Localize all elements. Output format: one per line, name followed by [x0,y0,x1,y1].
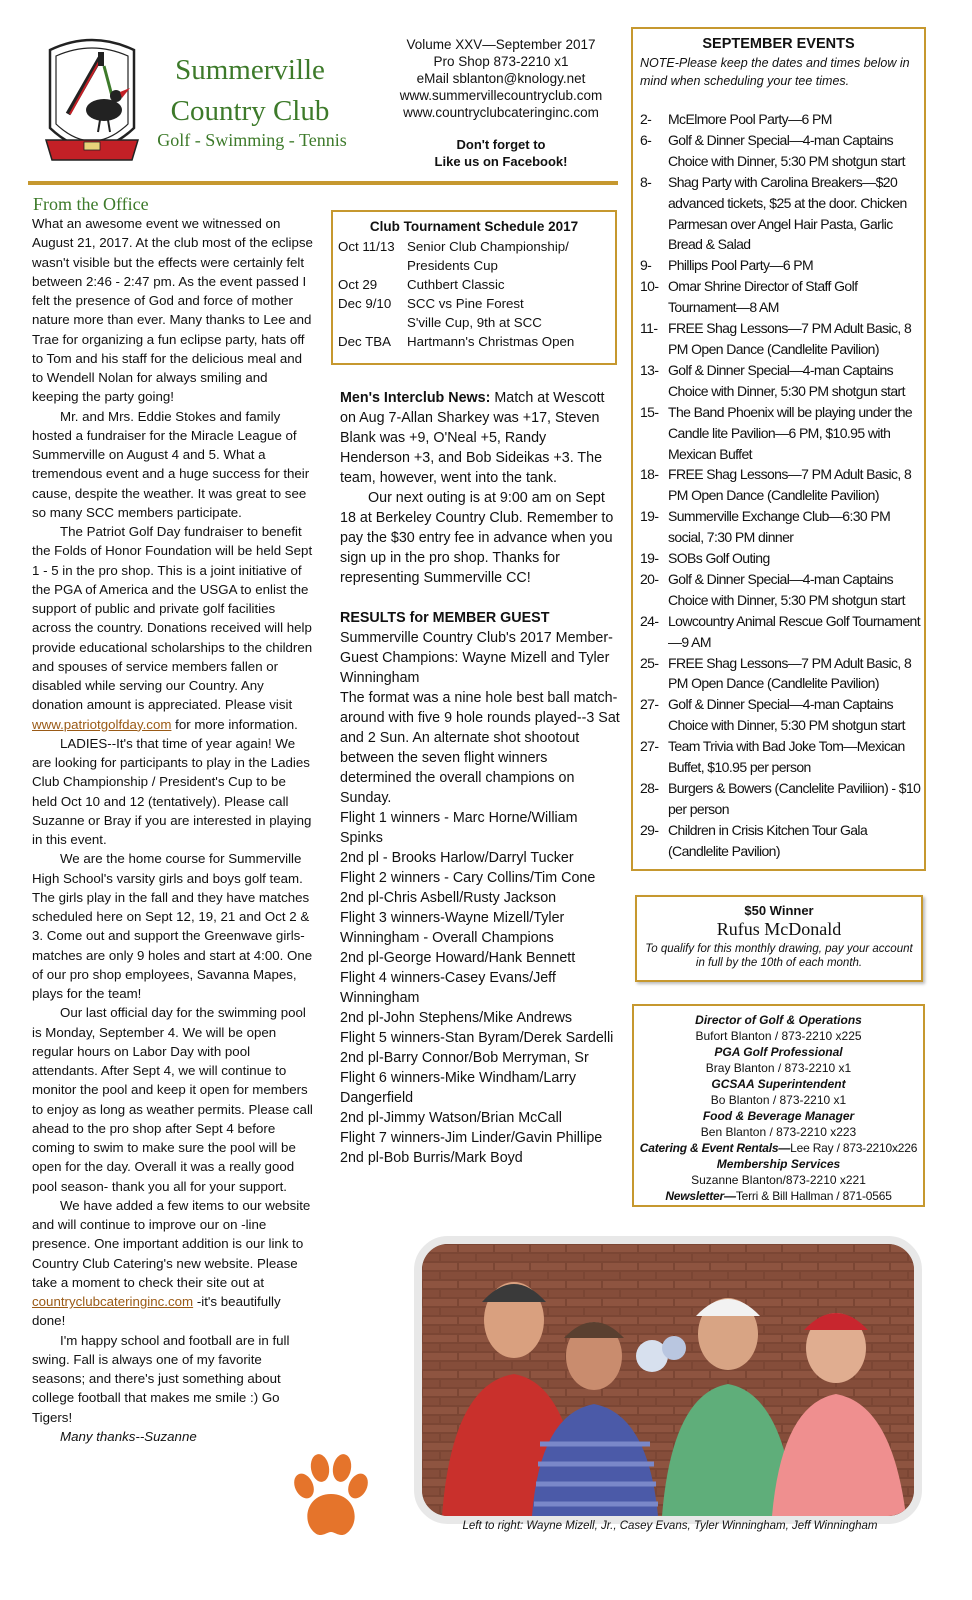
event-item: 29- Children in Crisis Kitchen Tour Gala (Candlelite Pavilion) [640,821,868,859]
staff-role: GCSAA Superintendent [711,1077,846,1091]
office-paragraph: The Patriot Golf Day fundraiser to benefit the Folds of Honor Foundation will be held Sept 1 - 5 in the pro shop. This is a joint initiative of the PGA of America and the USGA to enlist the support of public and private golf facilities across the country. Donations received will help provide educational scholarships to the children and spouses of service members fallen or disabled while serving our Country. Any donation amount is appreciated. Please visit www.patriotgolfday.com for more information. [32,524,313,732]
results-heading: RESULTS for MEMBER GUEST [340,610,550,626]
catering-website-link[interactable]: www.countryclubcateringinc.com [403,105,599,120]
event-item: 13- Golf & Dinner Special—4-man Captains Choice with Dinner, 5:30 PM shotgun start [640,361,905,399]
tournament-row: Oct 11/13 Senior Club Championship/ [338,239,569,254]
tournament-row: Dec TBA Hartmann's Christmas Open [338,334,575,349]
staff-role: Director of Golf & Operations [695,1013,862,1027]
staff-directory [632,1012,925,1204]
office-paragraph: We have added a few items to our website and will continue to improve our on -line presence. One important addition is our link to Country Club Catering's new website. Please take a moment to check their site out at countryclubcateringinc.com -it's beautifully done! [32,1197,311,1329]
event-item: 28- Burgers & Bowers (Canclelite Paviliion) - $10 per person [640,780,921,817]
september-title: SEPTEMBER EVENTS [702,36,855,52]
september-event-list [640,109,925,862]
result-line: Flight 3 winners-Wayne Mizell/Tyler Winningham - Overall Champions [340,910,565,946]
office-paragraph: What an awesome event we witnessed on August 21, 2017. At the club most of the eclipse wasn't visible but the effects were certainly felt between 2:46 - 2:47 pm. As the event passed I felt the presence of God and force of mother nature more than ever. Many thanks to Lee and Trae for organizing a fun eclipse party, hats off to Tom and his staff for the delicious meal and to Wendell Nolan for always smiling and keeping the party going! [32,216,313,405]
office-paragraph: I'm happy school and football are in full swing. Fall is always one of my favorite seasons; and there's just something about college football that makes me smile :) Go Tigers! [32,1332,290,1425]
office-paragraph: LADIES--It's that time of year again! We are looking for participants to play in the Ladies Club Championship / President's Cup to be held Oct 10 and 12 (tentatively). Please call Suzanne or Bray if you are interested in playing in this event. [32,735,312,847]
event-item: 20- Golf & Dinner Special—4-man Captains Choice with Dinner, 5:30 PM shotgun start [640,570,905,608]
interclub-heading: Men's Interclub News: [340,390,491,406]
event-item: 2- McElmore Pool Party—6 PM [640,111,832,127]
result-line: 2nd pl-Bob Burris/Mark Boyd [340,1150,523,1166]
winner-title: $50 Winner [744,903,814,918]
event-item: 24- Lowcountry Animal Rescue Golf Tournament—9 AM [640,612,920,650]
staff-catering: Catering & Event Rentals—Lee Ray / 873-2210x226 [639,1141,918,1155]
result-line: Flight 1 winners - Marc Horne/William Spinks [340,810,578,846]
club-tagline: Golf - Swimming - Tennis [157,130,347,150]
catering-link[interactable]: countryclubcateringinc.com [32,1294,194,1309]
event-item: 25- FREE Shag Lessons—7 PM Adult Basic, 8 PM Open Dance (Candlelite Pavilion) [640,654,912,692]
club-name-line1: Summerville [175,54,325,86]
staff-role: Food & Beverage Manager [702,1109,855,1123]
result-line: 2nd pl-John Stephens/Mike Andrews [340,1010,573,1026]
event-item: 27- Team Trivia with Bad Joke Tom—Mexican Buffet, $10.95 per person [640,738,905,776]
event-item: 6- Golf & Dinner Special—4-man Captains Choice with Dinner, 5:30 PM shotgun start [640,131,905,169]
result-line: 2nd pl-Barry Connor/Bob Merryman, Sr [340,1050,589,1066]
staff-role: Membership Services [716,1157,841,1171]
club-name-line2: Country Club [170,95,330,127]
winner-note: To qualify for this monthly drawing, pay your account in full by the 10th of each month. [645,943,913,969]
results-format: The format was a nine hole best ball match-around with five 9 hole rounds played--3 Sat and 2 Sun. An alternate shot shootout between the seven flight winners determined the overall champions on Sunday. [340,690,620,806]
event-item: 15- The Band Phoenix will be playing under the Candle lite Pavilion—6 PM, $10.95 with Mexican Buffet [640,403,913,462]
office-paragraph: Mr. and Mrs. Eddie Stokes and family hosted a fundraiser for the Miracle League of Summerville on August 4 and 5. What a tremendous event and a huge success for their cause, despite the weather. It was great to see so many SCC members participate. [32,408,310,520]
result-line: Flight 5 winners-Stan Byram/Derek Sardelli [340,1030,614,1046]
email-line: eMail sblanton@knology.net [416,71,586,86]
result-line: 2nd pl-Jimmy Watson/Brian McCall [340,1110,562,1126]
facebook-line2: Like us on Facebook! [434,154,568,169]
result-line: 2nd pl-George Howard/Hank Bennett [340,950,576,966]
event-item: 18- FREE Shag Lessons—7 PM Adult Basic, 8 PM Open Dance (Candlelite Pavilion) [640,466,912,504]
club-crest-icon [42,36,142,176]
result-line: Flight 7 winners-Jim Linder/Gavin Phillipe [340,1130,603,1146]
september-note: NOTE-Please keep the dates and times below in mind when scheduling your tee times. [640,56,910,88]
header-divider [28,181,618,185]
office-paragraph: We are the home course for Summerville High School's varsity girls and boys golf team. The girls play in the fall and they have matches scheduled here on Sept 12, 19, 21 and Oct 2 & 3. Come out and support the Greenwave girls-matches are only 9 holes and start at 4:00. One of our pro shop employees, Savanna Mapes, plays for the team! [32,851,313,1001]
event-item: 19- SOBs Golf Outing [640,550,770,567]
staff-role: PGA Golf Professional [714,1045,843,1059]
team-photo [414,1236,922,1524]
interclub-paragraph: Men's Interclub News: Match at Wescott on Aug 7-Allan Sharkey was +17, Steven Blank was +9, O'Neal +5, Randy Henderson +3, and Bob Sideikas +3. The team, however, went into the tank. [340,390,605,486]
tiger-paw-icon [290,1452,372,1544]
middle-column [340,388,620,1168]
patriot-golf-link[interactable]: www.patriotgolfday.com [32,716,172,732]
photo-caption: Left to right: Wayne Mizell, Jr., Casey Evans, Tyler Winningham, Jeff Winningham [462,1520,878,1532]
result-line: Flight 4 winners-Casey Evans/Jeff Winningham [340,970,556,1006]
website-link[interactable]: www.summervillecountryclub.com [399,88,603,103]
newsletter-info [376,36,626,121]
staff-newsletter: Newsletter—Terri & Bill Hallman / 871-0565 [665,1189,892,1203]
tournament-row: Dec 9/10 SCC vs Pine Forest [338,296,524,311]
staff-contact: Bo Blanton / 873-2210 x1 [710,1093,847,1107]
event-item: 27- Golf & Dinner Special—4-man Captains Choice with Dinner, 5:30 PM shotgun start [640,696,905,734]
result-line: 2nd pl - Brooks Harlow/Darryl Tucker [340,850,574,866]
result-line: Flight 2 winners - Cary Collins/Tim Cone [340,870,596,886]
pro-shop-phone: Pro Shop 873-2210 x1 [433,54,569,69]
club-name [150,50,350,132]
tournament-row: Presidents Cup [407,258,498,273]
staff-contact: Bufort Blanton / 873-2210 x225 [695,1029,862,1043]
tournament-row: S'ville Cup, 9th at SCC [407,315,542,330]
interclub-paragraph: Our next outing is at 9:00 am on Sept 18 at Berkeley Country Club. Remember to pay the $30 entry fee in advance when you sign up in the pro shop. Thanks for representing Summerville CC! [340,490,614,586]
event-item: 11- FREE Shag Lessons—7 PM Adult Basic, 8 PM Open Dance (Candlelite Pavilion) [640,320,912,357]
staff-contact: Ben Blanton / 873-2210 x223 [700,1125,857,1139]
event-item: 8- Shag Party with Carolina Breakers—$20 advanced tickets, $25 at the door. Chicken Parmesan over Angel Hair Pasta, Garlic Bread & Salad [640,173,907,253]
office-heading: From the Office [33,194,149,214]
result-line: 2nd pl-Chris Asbell/Rusty Jackson [340,890,557,906]
office-paragraph: Our last official day for the swimming pool is Monday, September 4. We will be open regular hours on Labor Day with pool attendants. After Sept 4, we will continue to monitor the pool and keep it open for members to enjoy as long as weather permits. Please call ahead to the pro shop after Sept 4 before coming to swim to make sure the pool will be open for the day. Overall it was a really good pool season- thank you all for your support. [32,1005,313,1194]
facebook-reminder [376,136,626,170]
facebook-line1: Don't forget to [456,137,546,152]
tournament-row: Oct 29 Cuthbert Classic [338,277,505,292]
staff-contact: Bray Blanton / 873-2210 x1 [705,1061,852,1075]
winner-name: Rufus McDonald [716,919,842,939]
volume-line: Volume XXV—September 2017 [406,37,596,52]
result-line: Flight 6 winners-Mike Windham/Larry Dangerfield [340,1070,576,1106]
event-item: 10- Omar Shrine Director of Staff Golf Tournament—8 AM [640,278,858,316]
office-article [32,214,314,1446]
event-item: 9- Phillips Pool Party—6 PM [640,257,814,274]
office-signature: Many thanks--Suzanne [60,1428,197,1444]
tournament-title: Club Tournament Schedule 2017 [369,219,579,234]
results-intro: Summerville Country Club's 2017 Member-Guest Champions: Wayne Mizell and Tyler Winningham [340,630,613,686]
event-item: 19- Summerville Exchange Club—6:30 PM social, 7:30 PM dinner [640,508,891,546]
staff-contact: Suzanne Blanton/873-2210 x221 [691,1173,866,1187]
